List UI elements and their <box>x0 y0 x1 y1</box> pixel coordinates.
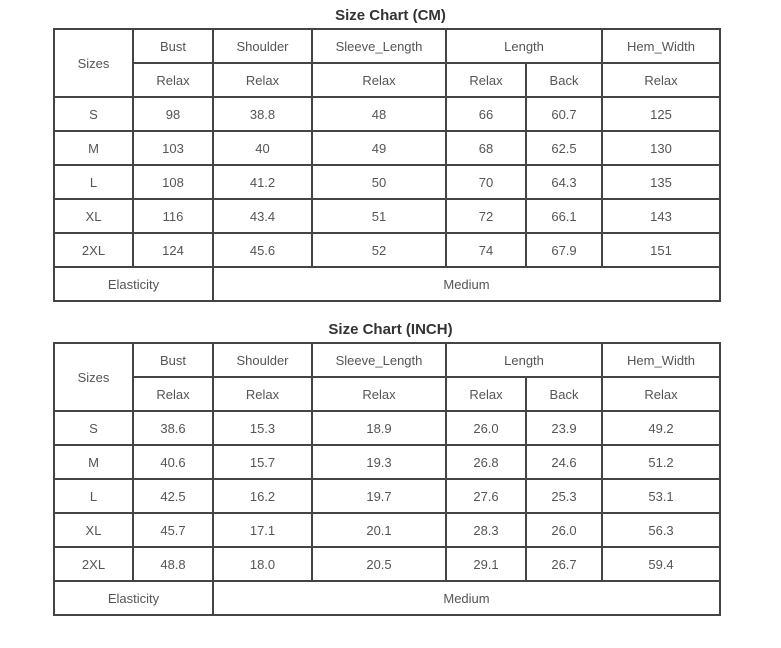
length-cell: 29.1 <box>446 547 526 581</box>
back-subheader: Back <box>526 63 602 97</box>
inch-chart-title: Size Chart (INCH) <box>328 321 453 338</box>
sleeve-cell: 19.7 <box>312 479 446 513</box>
sizes-header: Sizes <box>54 343 133 411</box>
size-cell: L <box>54 165 133 199</box>
size-cell: M <box>54 445 133 479</box>
table-row <box>54 97 720 131</box>
hem-cell: 125 <box>602 97 720 131</box>
relax-subheader: Relax <box>133 377 213 411</box>
sizes-header: Sizes <box>54 29 133 97</box>
table-header-row <box>54 343 720 377</box>
length-cell: 70 <box>446 165 526 199</box>
hem-cell: 143 <box>602 199 720 233</box>
size-cell: L <box>54 479 133 513</box>
elasticity-value: Medium <box>213 581 720 615</box>
bust-header: Bust <box>133 29 213 63</box>
table-row <box>54 547 720 581</box>
hem-width-header: Hem_Width <box>602 29 720 63</box>
size-cell: S <box>54 97 133 131</box>
length-cell: 68 <box>446 131 526 165</box>
shoulder-cell: 16.2 <box>213 479 312 513</box>
elasticity-row <box>54 581 720 615</box>
sleeve-cell: 18.9 <box>312 411 446 445</box>
hem-cell: 135 <box>602 165 720 199</box>
relax-subheader: Relax <box>133 63 213 97</box>
shoulder-cell: 41.2 <box>213 165 312 199</box>
table-row <box>54 513 720 547</box>
relax-subheader: Relax <box>213 377 312 411</box>
elasticity-label: Elasticity <box>54 581 213 615</box>
inch-size-table <box>53 342 721 616</box>
table-row <box>54 165 720 199</box>
hem-cell: 59.4 <box>602 547 720 581</box>
size-cell: XL <box>54 513 133 547</box>
back-length-cell: 25.3 <box>526 479 602 513</box>
sleeve-length-header: Sleeve_Length <box>312 29 446 63</box>
elasticity-value: Medium <box>213 267 720 301</box>
relax-subheader: Relax <box>602 377 720 411</box>
length-header: Length <box>446 29 602 63</box>
hem-cell: 151 <box>602 233 720 267</box>
hem-cell: 130 <box>602 131 720 165</box>
shoulder-cell: 43.4 <box>213 199 312 233</box>
back-subheader: Back <box>526 377 602 411</box>
hem-width-header: Hem_Width <box>602 343 720 377</box>
shoulder-cell: 15.3 <box>213 411 312 445</box>
length-cell: 26.0 <box>446 411 526 445</box>
length-cell: 28.3 <box>446 513 526 547</box>
shoulder-header: Shoulder <box>213 29 312 63</box>
bust-cell: 98 <box>133 97 213 131</box>
table-header-row <box>54 29 720 63</box>
back-length-cell: 26.0 <box>526 513 602 547</box>
shoulder-cell: 40 <box>213 131 312 165</box>
size-cell: S <box>54 411 133 445</box>
table-row <box>54 233 720 267</box>
sleeve-cell: 48 <box>312 97 446 131</box>
sleeve-cell: 51 <box>312 199 446 233</box>
size-cell: 2XL <box>54 233 133 267</box>
relax-subheader: Relax <box>312 377 446 411</box>
bust-cell: 48.8 <box>133 547 213 581</box>
length-header: Length <box>446 343 602 377</box>
shoulder-cell: 18.0 <box>213 547 312 581</box>
bust-cell: 38.6 <box>133 411 213 445</box>
sleeve-cell: 19.3 <box>312 445 446 479</box>
table-row <box>54 131 720 165</box>
bust-header: Bust <box>133 343 213 377</box>
relax-subheader: Relax <box>446 63 526 97</box>
relax-subheader: Relax <box>446 377 526 411</box>
back-length-cell: 24.6 <box>526 445 602 479</box>
sleeve-cell: 52 <box>312 233 446 267</box>
hem-cell: 56.3 <box>602 513 720 547</box>
table-row <box>54 411 720 445</box>
back-length-cell: 62.5 <box>526 131 602 165</box>
sleeve-cell: 49 <box>312 131 446 165</box>
back-length-cell: 26.7 <box>526 547 602 581</box>
sleeve-length-header: Sleeve_Length <box>312 343 446 377</box>
shoulder-cell: 45.6 <box>213 233 312 267</box>
hem-cell: 51.2 <box>602 445 720 479</box>
back-length-cell: 60.7 <box>526 97 602 131</box>
table-row <box>54 445 720 479</box>
shoulder-header: Shoulder <box>213 343 312 377</box>
bust-cell: 124 <box>133 233 213 267</box>
size-cell: XL <box>54 199 133 233</box>
length-cell: 72 <box>446 199 526 233</box>
hem-cell: 49.2 <box>602 411 720 445</box>
shoulder-cell: 15.7 <box>213 445 312 479</box>
shoulder-cell: 17.1 <box>213 513 312 547</box>
bust-cell: 40.6 <box>133 445 213 479</box>
size-cell: M <box>54 131 133 165</box>
back-length-cell: 66.1 <box>526 199 602 233</box>
sleeve-cell: 20.5 <box>312 547 446 581</box>
bust-cell: 116 <box>133 199 213 233</box>
cm-chart-title: Size Chart (CM) <box>335 7 446 24</box>
size-cell: 2XL <box>54 547 133 581</box>
relax-subheader: Relax <box>312 63 446 97</box>
bust-cell: 108 <box>133 165 213 199</box>
length-cell: 26.8 <box>446 445 526 479</box>
length-cell: 66 <box>446 97 526 131</box>
relax-subheader: Relax <box>602 63 720 97</box>
table-row <box>54 479 720 513</box>
bust-cell: 103 <box>133 131 213 165</box>
bust-cell: 45.7 <box>133 513 213 547</box>
cm-size-table <box>53 28 721 302</box>
back-length-cell: 67.9 <box>526 233 602 267</box>
bust-cell: 42.5 <box>133 479 213 513</box>
elasticity-label: Elasticity <box>54 267 213 301</box>
table-subheader-row <box>54 63 720 97</box>
back-length-cell: 23.9 <box>526 411 602 445</box>
length-cell: 74 <box>446 233 526 267</box>
table-subheader-row <box>54 377 720 411</box>
length-cell: 27.6 <box>446 479 526 513</box>
elasticity-row <box>54 267 720 301</box>
sleeve-cell: 50 <box>312 165 446 199</box>
back-length-cell: 64.3 <box>526 165 602 199</box>
relax-subheader: Relax <box>213 63 312 97</box>
shoulder-cell: 38.8 <box>213 97 312 131</box>
sleeve-cell: 20.1 <box>312 513 446 547</box>
hem-cell: 53.1 <box>602 479 720 513</box>
table-row <box>54 199 720 233</box>
